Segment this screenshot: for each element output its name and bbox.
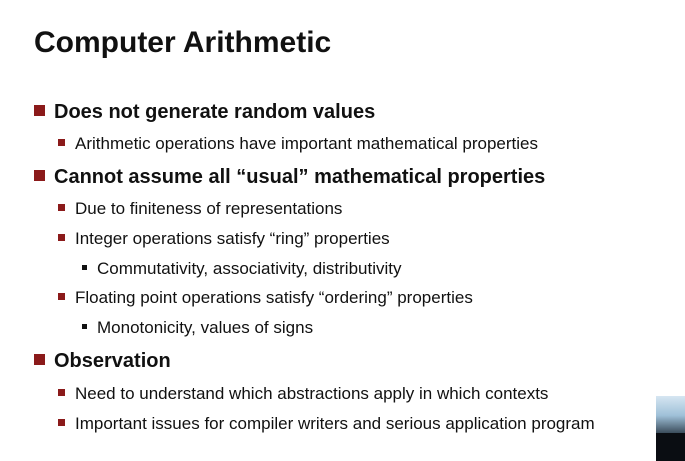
video-overlay-thumbnail: [656, 396, 685, 461]
list-item-text: Integer operations satisfy “ring” properties: [75, 229, 390, 248]
list-item: [58, 385, 548, 402]
small-square-bullet-icon: [82, 265, 87, 270]
square-bullet-icon: [34, 170, 45, 181]
square-bullet-icon: [58, 139, 65, 146]
square-bullet-icon: [34, 354, 45, 365]
list-item-text: Arithmetic operations have important mathematical properties: [75, 134, 538, 153]
section-heading-text: Cannot assume all “usual” mathematical properties: [54, 166, 546, 188]
list-item-text: Need to understand which abstractions apply in which contexts: [75, 384, 549, 403]
list-item-text: Due to finiteness of representations: [75, 199, 343, 218]
section-heading: [34, 351, 171, 371]
video-overlay-dark: [656, 433, 685, 461]
list-item: [58, 415, 595, 432]
square-bullet-icon: [58, 389, 65, 396]
sub-list-item: [82, 260, 402, 277]
section-heading: [34, 102, 375, 122]
list-item-text: Floating point operations satisfy “ordering” properties: [75, 288, 473, 307]
list-item: [58, 230, 390, 247]
square-bullet-icon: [58, 204, 65, 211]
list-item: [58, 200, 342, 217]
square-bullet-icon: [34, 105, 45, 116]
small-square-bullet-icon: [82, 324, 87, 329]
square-bullet-icon: [58, 293, 65, 300]
sub-list-item-text: Monotonicity, values of signs: [97, 318, 314, 337]
list-item: [58, 289, 473, 306]
section-heading: [34, 167, 545, 187]
list-item: [58, 135, 538, 152]
square-bullet-icon: [58, 234, 65, 241]
list-item-text: Important issues for compiler writers and serious application program: [75, 414, 595, 433]
sub-list-item: [82, 319, 313, 336]
sub-list-item-text: Commutativity, associativity, distributivity: [97, 259, 402, 278]
section-heading-text: Observation: [54, 350, 171, 372]
section-heading-text: Does not generate random values: [54, 101, 376, 123]
slide-title: Computer Arithmetic: [34, 26, 332, 59]
square-bullet-icon: [58, 419, 65, 426]
